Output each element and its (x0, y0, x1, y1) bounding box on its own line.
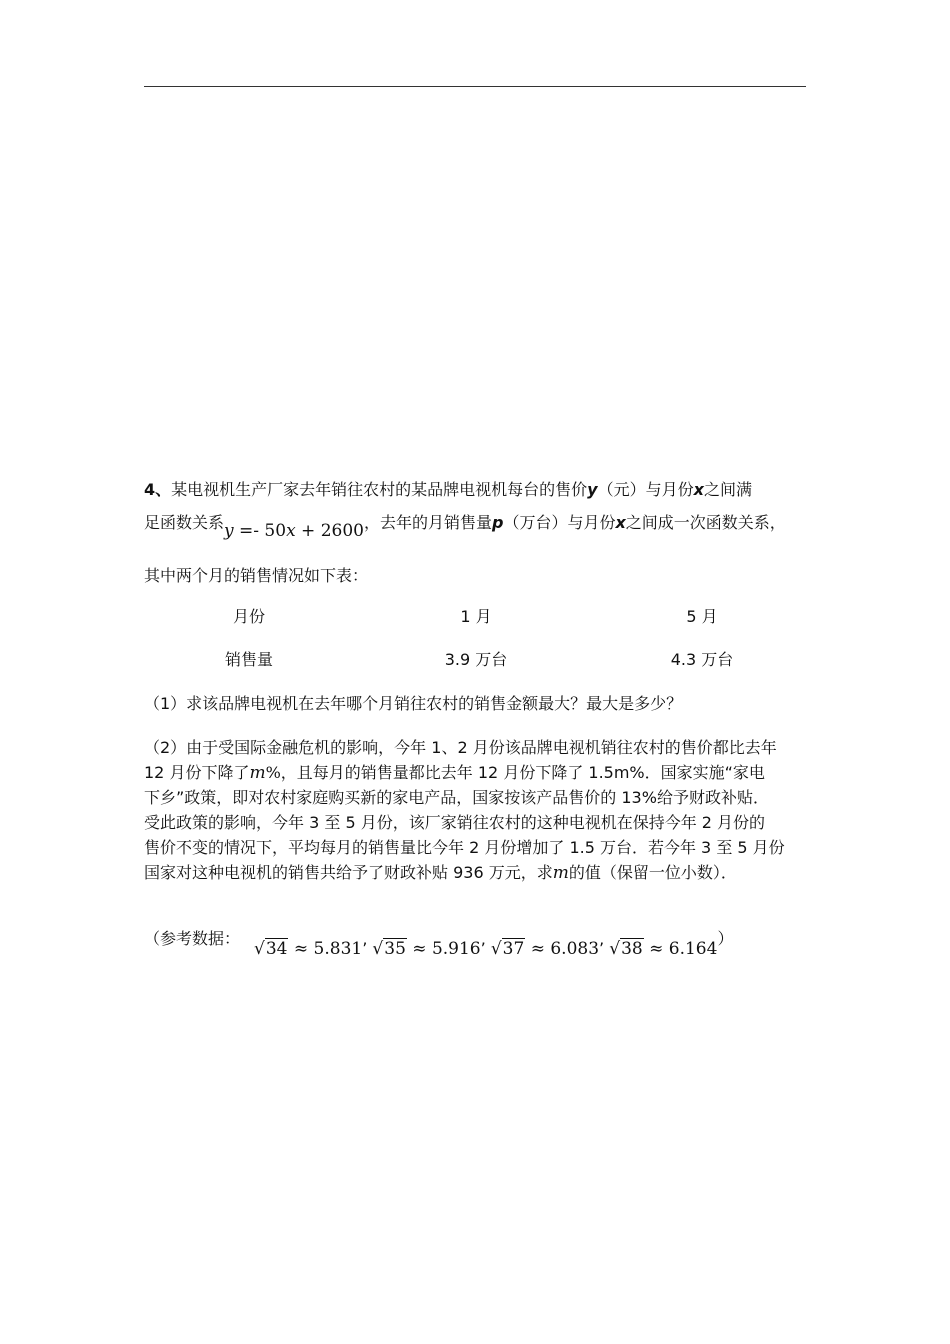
percent: % (265, 763, 281, 782)
table-header-sales: 销售量 (224, 650, 274, 669)
sqrt-37: √37 ≈ 6.083 (490, 939, 600, 959)
formula-rest: + 2600 (295, 521, 364, 541)
var-x: x (615, 513, 626, 532)
question-1: （1）求该品牌电视机在去年哪个月销往农村的销售金额最大？最大是多少？ (144, 694, 683, 713)
table-cell-month-1: 1 月 (460, 607, 492, 626)
var-m: m (249, 763, 266, 783)
approx-value: ≈ 5.916 (406, 939, 481, 959)
table-cell-month-5: 5 月 (686, 607, 718, 626)
problem-text: 足函数关系 (144, 513, 225, 532)
radicand: 34 (265, 939, 288, 959)
problem-number: 4 (144, 480, 156, 499)
separator: ’ (599, 939, 605, 958)
q2-text: 的值（保留一位小数）． (568, 863, 737, 882)
formula-eq: =- 50 (233, 521, 287, 541)
q2-text: ，且每月的销售量都比去年 12 月份下降了 1.5m%．国家实施“家电 (280, 763, 765, 782)
question-2-line-3: 下乡”政策，即对农村家庭购买新的家电产品，国家按该产品售价的 13%给予财政补贴． (144, 788, 769, 807)
table-cell-sales-5: 4.3 万台 (670, 650, 734, 669)
formula-y: y (224, 521, 234, 541)
radicand: 37 (502, 939, 525, 959)
formula-x: x (286, 521, 296, 541)
sqrt-34: √34 ≈ 5.831 (254, 939, 363, 959)
table-cell-sales-1: 3.9 万台 (444, 650, 508, 669)
sqrt-35: √35 ≈ 5.916 (372, 939, 481, 959)
radicand: 35 (384, 939, 406, 959)
problem-sep: 、 (155, 480, 172, 499)
separator: ’ (480, 939, 486, 958)
separator: ’ (362, 939, 368, 958)
question-2-line-4: 受此政策的影响，今年 3 至 5 月份，该厂家销往农村的这种电视机在保持今年 2 月份的 (144, 813, 766, 832)
table-header-month: 月份 (232, 607, 266, 626)
var-m: m (552, 863, 569, 883)
reference-label: （参考数据： (144, 929, 241, 948)
problem-text: 某电视机生产厂家去年销往农村的某品牌电视机每台的售价 (171, 480, 588, 499)
problem-line-3: 其中两个月的销售情况如下表： (144, 566, 369, 585)
question-2-line-5: 售价不变的情况下，平均每月的销售量比今年 2 月份增加了 1.5 万台．若今年 3 至 5 月份 (144, 838, 785, 857)
radicand: 38 (621, 939, 643, 959)
var-y: y (587, 480, 598, 499)
question-2-line-2 (144, 762, 765, 784)
question-2-line-1: （2）由于受国际金融危机的影响，今年 1、2 月份该品牌电视机销往农村的售价都比去年 (144, 738, 777, 757)
problem-text: （万台）与月份 (503, 513, 616, 532)
formula (224, 521, 364, 541)
approx-value: ≈ 5.831 (288, 939, 363, 959)
problem-text: 之间满 (703, 480, 752, 499)
q2-text: 12 月份下降了 (144, 763, 250, 782)
reference-values (254, 929, 734, 960)
problem-text: （元）与月份 (597, 480, 694, 499)
sqrt-38: √38 ≈ 6.164 (609, 939, 718, 959)
question-2-line-6 (144, 862, 737, 884)
problem-line-1 (144, 479, 752, 501)
var-x: x (693, 480, 704, 499)
q2-text: 国家对这种电视机的销售共给予了财政补贴 936 万元，求 (144, 863, 553, 882)
var-p: p (492, 513, 504, 532)
header-rule (144, 86, 806, 87)
close-paren: ） (717, 929, 734, 948)
problem-text: 之间成一次函数关系， (625, 513, 786, 532)
approx-value: ≈ 6.083 (525, 939, 600, 959)
problem-line-2 (144, 512, 786, 541)
problem-text: ，去年的月销售量 (363, 513, 492, 532)
approx-value: ≈ 6.164 (643, 939, 718, 959)
